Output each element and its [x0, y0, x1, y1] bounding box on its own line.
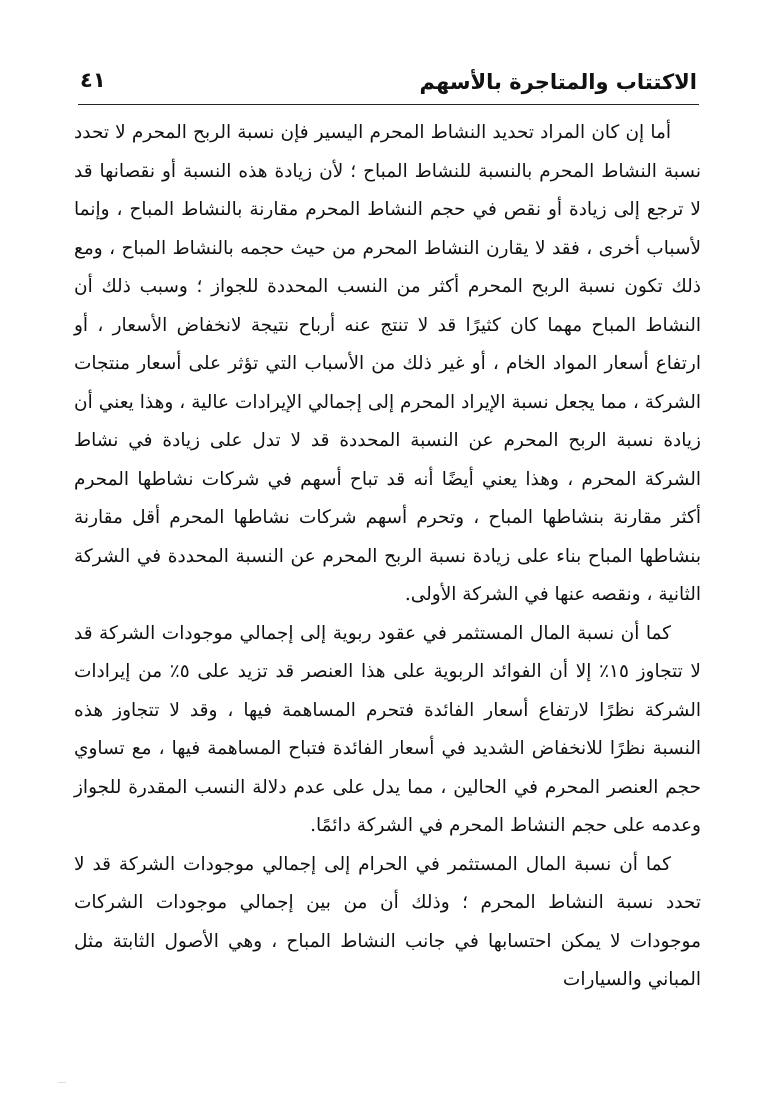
paragraph-2: كما أن نسبة المال المستثمر في عقود ربوية إلى إجمالي موجودات الشركة قد لا تتجاوز ١٥٪ إلا أن الفوائد الربوية على هذا العنصر قد تزيد على ٥٪ من إيرادات الشركة نظرًا لارتفاع أسعار الفائدة فتحرم المساهمة فيها ، وقد لا تتجاوز هذه النسبة نظرًا للانخفاض الشديد في أسعار الفائدة فتباح المساهمة فيها ، مع تساوي حجم العنصر المحرم في الحالين ، مما يدل على عدم دلالة النسب المقدرة للجواز وعدمه على حجم النشاط المحرم في الشركة دائمًا.: [74, 622, 701, 836]
header-divider: [78, 104, 699, 105]
page-number: ٤١: [80, 68, 106, 92]
body-text: [74, 114, 701, 1000]
paragraph-3: كما أن نسبة المال المستثمر في الحرام إلى إجمالي موجودات الشركة قد لا تحدد نسبة النشاط المحرم ؛ وذلك أن من بين إجمالي موجودات الشركات موجودات لا يمكن احتسابها في جانب النشاط المباح ، وهي الأصول الثابتة مثل المباني والسيارات: [74, 853, 701, 990]
running-header-title: الاكتتاب والمتاجرة بالأسهم: [419, 70, 697, 94]
paragraph-1: أما إن كان المراد تحديد النشاط المحرم اليسير فإن نسبة الربح المحرم لا تحدد نسبة النشاط المحرم بالنسبة للنشاط المباح ؛ لأن زيادة هذه النسبة أو نقصانها قد لا ترجع إلى زيادة أو نقص في حجم النشاط المحرم مقارنة بالنشاط المباح ، وإنما لأسباب أخرى ، فقد لا يقارن النشاط المحرم من حيث حجمه بالنشاط المباح ، ومع ذلك تكون نسبة الربح المحرم أكثر من النسب المحددة للجواز ؛ وسبب ذلك أن النشاط المباح مهما كان كثيرًا قد لا تنتج عنه أرباح نتيجة لانخفاض الأسعار ، أو ارتفاع أسعار المواد الخام ، أو غير ذلك من الأسباب التي تؤثر على أسعار منتجات الشركة ، مما يجعل نسبة الإيراد المحرم إلى إجمالي الإيرادات عالية ، وهذا يعني أن زيادة نسبة الربح المحرم عن النسبة المحددة قد لا تدل على زيادة في نشاط الشركة المحرم ، وهذا يعني أيضًا أنه قد تباح أسهم في شركات نشاطها المحرم أكثر مقارنة بنشاطها المباح ، وتحرم أسهم شركات نشاطها المحرم أقل مقارنة بنشاطها المباح بناء على زيادة نسبة الربح المحرم عن النسبة المحددة في الشركة الثانية ، ونقصه عنها في الشركة الأولى.: [74, 122, 701, 605]
running-header: [80, 62, 697, 102]
scan-mark: [58, 1082, 66, 1083]
